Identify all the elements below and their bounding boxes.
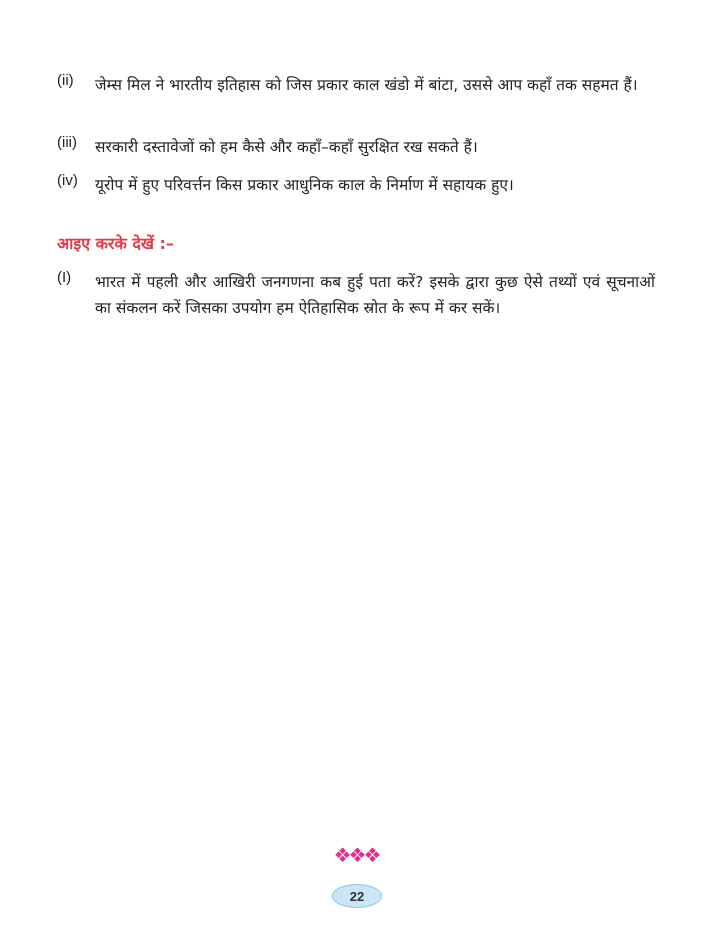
question-number: (iii) — [57, 134, 77, 151]
question-number: (iv) — [57, 172, 78, 189]
flower-ornament-icon: ❖❖❖ — [333, 843, 379, 867]
question-text: जेम्स मिल ने भारतीय इतिहास को जिस प्रकार काल खंडो में बांटा, उससे आप कहाँ तक सहमत हैं। — [95, 76, 638, 94]
question-text: सरकारी दस्तावेजों को हम कैसे और कहाँ–कहाँ सुरक्षित रख सकते हैं। — [95, 138, 478, 156]
activity-heading: आइए करके देखें :– — [57, 234, 174, 253]
page-number-label: 22 — [349, 888, 365, 904]
activity-item-number: (I) — [57, 269, 72, 286]
page-number — [332, 884, 382, 908]
question-number: (ii) — [57, 72, 74, 89]
question-text: यूरोप में हुए परिवर्त्तन किस प्रकार आधुनिक काल के निर्माण में सहायक हुए। — [95, 176, 514, 194]
activity-item-text: भारत में पहली और आखिरी जनगणना कब हुई पता करें? इसके द्वारा कुछ ऐसे तथ्यों एवं सूचनाओं का संकलन करें जिसका उपयोग हम ऐतिहासिक स्रोत के रूप में कर सकें। — [95, 273, 660, 317]
